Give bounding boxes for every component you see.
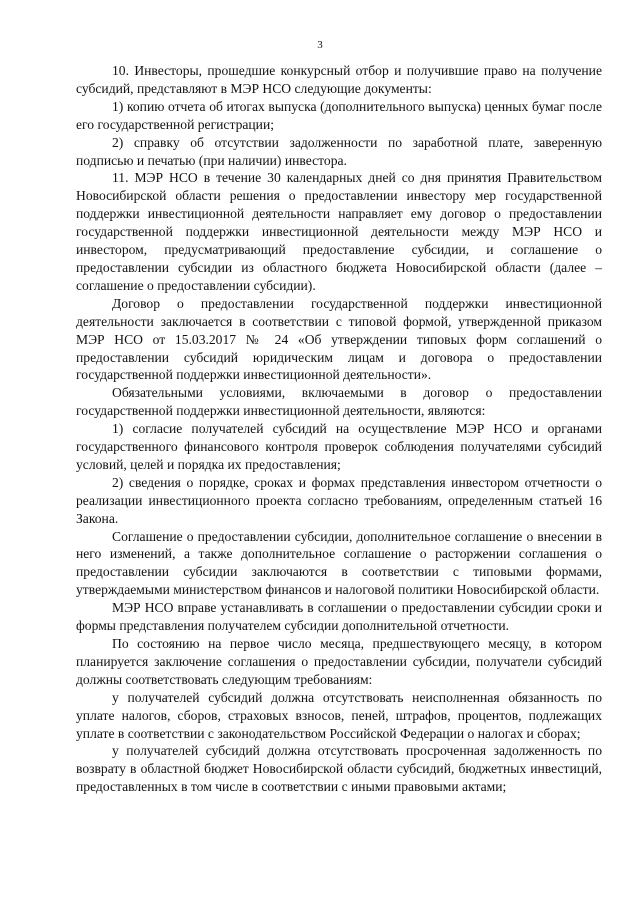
paragraph-subitem-2: 2) справку об отсутствии задолженности по заработной плате, заверенную подписью и печатью (при наличии) инвестора. bbox=[76, 134, 602, 168]
paragraph-agreement-forms: Соглашение о предоставлении субсидии, дополнительное соглашение о внесении в него изменений, а также дополнительное соглашение о расторжении соглашения о предоставлении субсидии заключаются в соответствии с типовыми формами, утверждаемыми министерством финансов и налоговой политики Новосибирской области. bbox=[76, 528, 602, 598]
paragraph-condition-2: 2) сведения о порядке, сроках и формах представления инвестором отчетности о реализации инвестиционного проекта согласно требованиям, определенным статьей 16 Закона. bbox=[76, 474, 602, 526]
paragraph-requirement-taxes: у получателей субсидий должна отсутствовать неисполненная обязанность по уплате налогов, сборов, страховых взносов, пеней, штрафов, процентов, подлежащих уплате в соответствии с законодательством Российской Федерации о налогах и сборах; bbox=[76, 689, 602, 741]
document-body bbox=[76, 62, 602, 796]
paragraph-condition-1: 1) согласие получателей субсидий на осуществление МЭР НСО и органами государственного финансового контроля проверок соблюдения получателями субсидий условий, целей и порядка их предоставления; bbox=[76, 421, 602, 472]
paragraph-requirement-overdue-debt: у получателей субсидий должна отсутствовать просроченная задолженность по возврату в областной бюджет Новосибирской области субсидий, бюджетных инвестиций, предоставленных в том числе в соответствии с иными правовыми актами; bbox=[76, 743, 602, 795]
paragraph-contract-form: Договор о предоставлении государственной поддержки инвестиционной деятельности заключается в соответствии с типовой формой, утвержденной приказом МЭР НСО от 15.03.2017 № 24 «Об утверждении типовых форм соглашений о предоставлении субсидий юридическим лицам и договора о предоставлении государственной поддержки инвестиционной деятельности». bbox=[76, 295, 602, 383]
paragraph-item-11: 11. МЭР НСО в течение 30 календарных дней со дня принятия Правительством Новосибирской области решения о предоставлении инвестору мер государственной поддержки инвестиционной деятельности направляет ему договор о предоставлении государственной поддержки инвестиционной деятельности между МЭР НСО и инвестором, предусматривающий предоставление субсидии, и соглашение о предоставлении субсидии из областного бюджета Новосибирской области (далее – соглашение о предоставлении субсидии). bbox=[76, 170, 602, 293]
paragraph-additional-reporting: МЭР НСО вправе устанавливать в соглашении о предоставлении субсидии сроки и формы представления получателем субсидии дополнительной отчетности. bbox=[76, 600, 602, 634]
paragraph-requirements-intro: По состоянию на первое число месяца, предшествующего месяцу, в котором планируется заключение соглашения о предоставлении субсидии, получатели субсидий должны соответствовать следующим требованиям: bbox=[76, 636, 602, 687]
paragraph-item-10: 10. Инвесторы, прошедшие конкурсный отбор и получившие право на получение субсидий, представляют в МЭР НСО следующие документы: bbox=[76, 63, 602, 96]
paragraph-subitem-1: 1) копию отчета об итогах выпуска (дополнительного выпуска) ценных бумаг после его государственной регистрации; bbox=[76, 98, 602, 132]
page-number: 3 bbox=[317, 39, 323, 51]
paragraph-mandatory-conditions: Обязательными условиями, включаемыми в договор о предоставлении государственной поддержки инвестиционной деятельности, являются: bbox=[76, 385, 602, 419]
